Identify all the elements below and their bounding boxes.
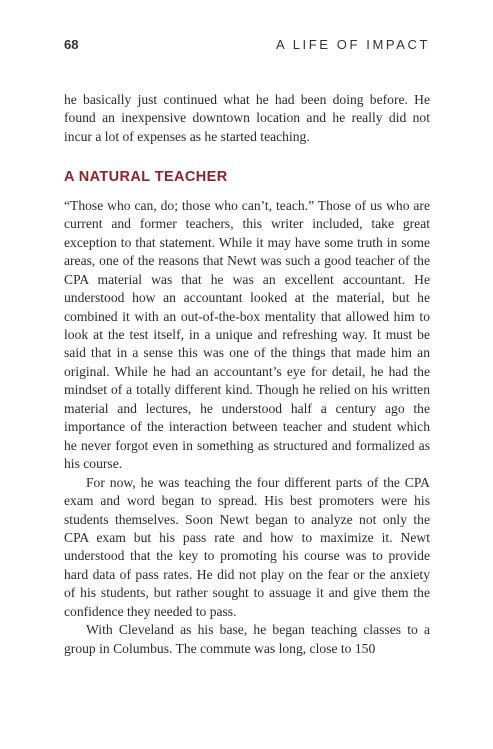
paragraph: With Cleveland as his base, he began teaching classes to a group in Columbus. The commute was long, close to 150 bbox=[64, 622, 430, 656]
paragraph-opening: “Those who can, do; those who can’t, teach.” Those of us who are current and former teachers, this writer included, take great exception to that statement. While it may have some truth in some areas, one of the reasons that Newt was such a good teacher of the CPA material was that he was an excellent accountant. He understood how an accountant looked at the material, but he combined it with an out-of-the-box mentality that allowed him to look at the test itself, in a unique and refreshing way. It must be said that in a sense this was one of the things that made him an original. While he had an accountant’s eye for detail, he had the mindset of a totally different kind. Though he relied on his written material and lectures, he understood half a century ago the importance of the interaction between teacher and student which he never forgot even in something as structured and formalized as his course. bbox=[64, 197, 430, 472]
running-header bbox=[64, 37, 430, 55]
paragraph: For now, he was teaching the four different parts of the CPA exam and word began to spread. His best promoters were his students themselves. Soon Newt began to analyze not only the CPA exam but his pass rate and how to maximize it. Newt understood that the key to promoting his course was to provide hard data of pass rates. He did not play on the fear or the anxiety of his students, but rather sought to assuage it and give them the confidence they needed to pass. bbox=[64, 474, 430, 619]
section-heading: A NATURAL TEACHER bbox=[64, 169, 228, 186]
paragraph-continuation: he basically just continued what he had been doing before. He found an inexpensive downtown location and he really did not incur a lot of expenses as he started teaching. bbox=[64, 92, 430, 144]
book-title: A LIFE OF IMPACT bbox=[275, 37, 430, 52]
page-number: 68 bbox=[64, 37, 79, 52]
page-body bbox=[64, 91, 430, 658]
